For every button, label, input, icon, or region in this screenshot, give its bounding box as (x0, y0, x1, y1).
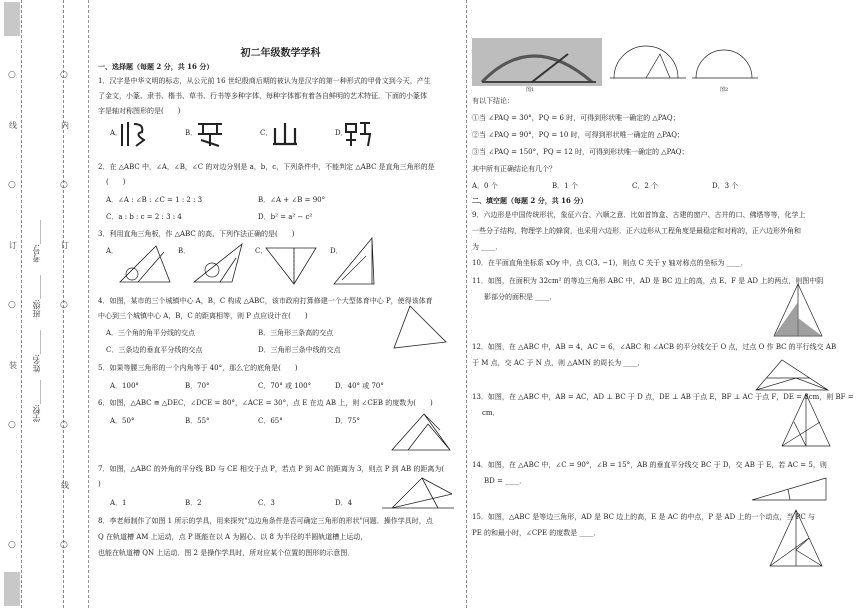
q6-option-b[interactable]: B．55° (185, 417, 210, 425)
q1-stem-c: 字是轴对称图形的是( ) (98, 107, 181, 115)
q9-line-b: 一些分子结构，物理学上的蜂窝，也采用六边形．正六边形从工程角度是最稳定和对称的，正六边形外角和 (472, 227, 801, 235)
q5-option-d[interactable]: D．40° 或 70° (335, 382, 384, 390)
q2-option-b[interactable]: B．∠A + ∠B = 90° (258, 196, 326, 204)
q7-stem: 7．如图，△ABC 的外角的平分线 BD 与 CE 相交于点 P，若点 P 到 AC 的距离为 3，则点 P 到 AB 的距离为( (98, 465, 445, 473)
q2-stem: 2．在 △ABC 中，∠A，∠B，∠C 的对边分别是 a，b，c，下列条件中，不能判定 △ABC 是直角三角形的是 (98, 163, 435, 171)
q7-option-c[interactable]: C．3 (258, 499, 275, 507)
q3-stem: 3．利用直角三角板，作 △ABC 的高，下列作法正确的是( ) (98, 230, 295, 238)
q8-fig1-label: 图1 (526, 87, 535, 93)
q12-figure (752, 358, 832, 392)
q10-stem: 10．在平面直角坐标系 xOy 中，点 C(3, −1)，则点 C 关于 y 轴对称点的坐标为 ____． (472, 259, 748, 267)
q5-option-a[interactable]: A．100° (110, 382, 139, 390)
q15-line-a: 15．如图，△ABC 是等边三角形，AD 是 BC 边上的高，E 是 AC 的中点，P 是 AD 上的一个动点，当 PC 与 (472, 513, 815, 521)
q8-fig2-label: 图2 (720, 87, 729, 93)
q8-figure-2b (690, 44, 760, 82)
q3-option-a[interactable]: A． (106, 247, 119, 255)
q1-option-a[interactable]: A． (110, 129, 123, 137)
q6-option-c[interactable]: C．65° (258, 417, 283, 425)
binding-hole: ○ (8, 180, 16, 190)
q14-line-b: BD = ____． (484, 477, 527, 485)
q1-option-c[interactable]: C． (260, 129, 273, 137)
binding-strip (0, 0, 89, 608)
q8-stem-a: 8．李老师制作了如图 1 所示的学具，用来探究"边边角条件是否可确定三角形的形状"问题．操作学具时，点 (98, 517, 433, 525)
q14-figure (748, 474, 830, 504)
q3-figure-a (118, 242, 173, 287)
q8-option-d[interactable]: D．3 个 (712, 182, 739, 190)
q1-option-b[interactable]: B． (185, 129, 198, 137)
binding-hole: ○ (8, 70, 16, 80)
q5-option-b[interactable]: B．70° (185, 382, 210, 390)
column-divider (466, 0, 467, 608)
q7-option-d[interactable]: D．4 (335, 499, 353, 507)
binding-char: 订 (9, 241, 17, 250)
q13-line-a: 13．如图，在 △ABC 中，AB = AC，AD ⊥ BC 于 D 点，DE ⊥ AB 于点 E，BF ⊥ AC 于点 F，DE = 3cm，则 BF = (472, 393, 854, 401)
q6-option-d[interactable]: D．75° (335, 417, 361, 425)
seal-glyph-c (270, 120, 300, 148)
q4-option-a[interactable]: A．三个角的角平分线的交点 (106, 329, 196, 337)
binding-hole: ○ (60, 180, 68, 190)
binding-char: 线 (61, 481, 69, 490)
q2-option-c[interactable]: C．a : b : c = 2 : 3 : 4 (106, 213, 182, 221)
q8-option-c[interactable]: C．2 个 (632, 182, 659, 190)
binding-hole: ○ (60, 70, 68, 80)
binding-char: 内 (61, 121, 69, 130)
q8-option-b[interactable]: B．1 个 (552, 182, 578, 190)
binding-hole: ○ (8, 420, 16, 430)
binding-hole: ○ (60, 300, 68, 310)
q9-line-c: 为 ____． (472, 243, 503, 251)
q6-stem: 6．如图，△ABC ≅ △DEC，∠DCE = 80°，∠ACE = 30°，点 E 在边 AB 上，则 ∠CEB 的度数为( ) (98, 399, 433, 407)
q5-stem: 5．如果等腰三角形的一个内角等于 40°，那么它的底角是( ) (98, 364, 298, 372)
q1-stem-b: 了金文，小篆、隶书、楷书、草书、行书等多种字体，每种字体都有着各自鲜明的艺术特征．下面的小篆体 (98, 92, 427, 100)
q6-figure (388, 410, 454, 458)
section2-heading: 二、填空题（每题 2 分，共 16 分） (472, 196, 588, 205)
q2-option-a[interactable]: A．∠A : ∠B : ∠C = 1 : 2 : 3 (106, 196, 203, 204)
q13-line-b: cm． (482, 409, 500, 417)
q15-figure (768, 508, 826, 570)
q4-figure (390, 302, 450, 352)
q8-stem-b: Q 在轨道槽 AM 上运动，点 P 既能在以 A 为圆心、以 8 为半径的半圆轨道槽上运动， (98, 533, 368, 541)
q8-figure-2a (608, 44, 688, 82)
q8-ask: 其中所有正确结论有几个？ (472, 165, 556, 173)
q13-figure (778, 392, 832, 450)
q1-option-d[interactable]: D． (335, 129, 348, 137)
q8-stem-c: 也能在轨道槽 QN 上运动．图 2 是操作学具时，所对应某个位置的图形的示意图． (98, 549, 355, 557)
q3-option-b[interactable]: B． (178, 247, 191, 255)
q4-option-b[interactable]: B．三角形三条高的交点 (258, 329, 334, 337)
school-field[interactable]: 学校:______ (32, 380, 41, 423)
binding-hole: ○ (60, 540, 68, 550)
section1-heading: 一、选择题（每题 2 分，共 16 分） (98, 62, 214, 71)
binding-block-top (4, 2, 20, 36)
q8-conclusion-2: ②当 ∠PAQ = 90°，PQ = 10 时，可得到形状唯一确定的 △PAQ； (472, 131, 685, 139)
q7-paren: ) (98, 480, 101, 488)
q3-option-d[interactable]: D． (330, 247, 343, 255)
q15-line-b: PE 的和最小时，∠CPE 的度数是 ____． (472, 529, 601, 537)
q7-option-a[interactable]: A．1 (110, 499, 127, 507)
q4-option-c[interactable]: C．三条边的垂直平分线的交点 (106, 346, 203, 354)
q2-paren: ( ) (106, 178, 126, 186)
q3-option-c[interactable]: C． (255, 247, 268, 255)
q11-line-a: 11．如图，在面积为 32cm² 的等边三角形 ABC 中，AD 是 BC 边上的高，点 E、F 是 AD 上的两点，则图中阴 (472, 277, 824, 285)
q8-lead: 有以下结论： (472, 97, 514, 105)
q4-option-d[interactable]: D．三角形三条中线的交点 (258, 346, 341, 354)
q12-line-b: 于 M 点，交 AC 于 N 点，则 △AMN 的周长为 ____． (472, 359, 645, 367)
binding-char: 线 (9, 121, 17, 130)
class-field[interactable]: 班级:______ (32, 275, 41, 318)
q11-line-b: 影部分的面积是 ____． (484, 293, 557, 301)
q3-figure-b (192, 240, 247, 287)
binding-char: 订 (61, 241, 69, 250)
binding-line-outer (21, 0, 22, 608)
q7-figure (378, 472, 458, 514)
q6-option-a[interactable]: A．50° (110, 417, 135, 425)
q14-line-a: 14．如图，在 △ABC 中，∠C = 90°，∠B = 15°，AB 的垂直平分线交 BC 于 D，交 AB 于 E，若 AC = 5，则 (472, 461, 827, 469)
q4-stem-b: 中心到三个城镇中心 A，B，C 的距离相等，则 P 点应设计在( ) (98, 312, 308, 320)
q8-option-a[interactable]: A．0 个 (472, 182, 498, 190)
q1-stem-a: 1．汉字是中华文明的标志，从公元前 16 世纪殷商后期的被认为是汉字的第一种形式的甲骨文到今天，产生 (98, 77, 431, 85)
page-title: 初二年级数学学科 (240, 48, 321, 59)
q4-stem-a: 4．如图，某市的三个城镇中心 A，B，C 构成 △ABC，该市政府打算修建一个大型体育中心 P，使得该体育 (98, 297, 433, 305)
seal-glyph-a (118, 120, 148, 148)
q3-figure-d (332, 236, 382, 288)
seal-glyph-d (343, 120, 373, 148)
q7-option-b[interactable]: B．2 (185, 499, 202, 507)
binding-block-bottom (4, 572, 20, 606)
q2-option-d[interactable]: D．b² = a² − c² (258, 213, 313, 221)
name-field[interactable]: 姓名:______ (32, 330, 41, 373)
q5-option-c[interactable]: C．70° 或 100° (258, 382, 312, 390)
binding-hole: ○ (60, 420, 68, 430)
binding-char: 装 (9, 361, 17, 370)
q8-figure-1-photo (472, 38, 602, 86)
number-field[interactable]: 考号:______ (32, 220, 41, 263)
seal-glyph-b (195, 120, 225, 148)
q11-figure (772, 282, 824, 340)
q8-conclusion-3: ③当 ∠PAQ = 150°，PQ = 12 时，可得到形状唯一确定的 △PAQ； (472, 148, 689, 156)
q8-conclusion-1: ①当 ∠PAQ = 30°，PQ = 6 时，可得到形状唯一确定的 △PAQ； (472, 114, 680, 122)
q12-line-a: 12．如图，在 △ABC 中，AB = 4，AC = 6，∠ABC 和 ∠ACB 的平分线交于 O 点，过点 O 作 BC 的平行线交 AB (472, 343, 837, 351)
q3-figure-c (264, 242, 319, 287)
binding-hole: ○ (8, 540, 16, 550)
q9-line-a: 9．六边形是中国传统形状，象征六合、六顺之意．比如首饰盒、古建的窗户、古井的口、佛塔等等，化学上 (472, 211, 806, 219)
binding-hole: ○ (8, 300, 16, 310)
